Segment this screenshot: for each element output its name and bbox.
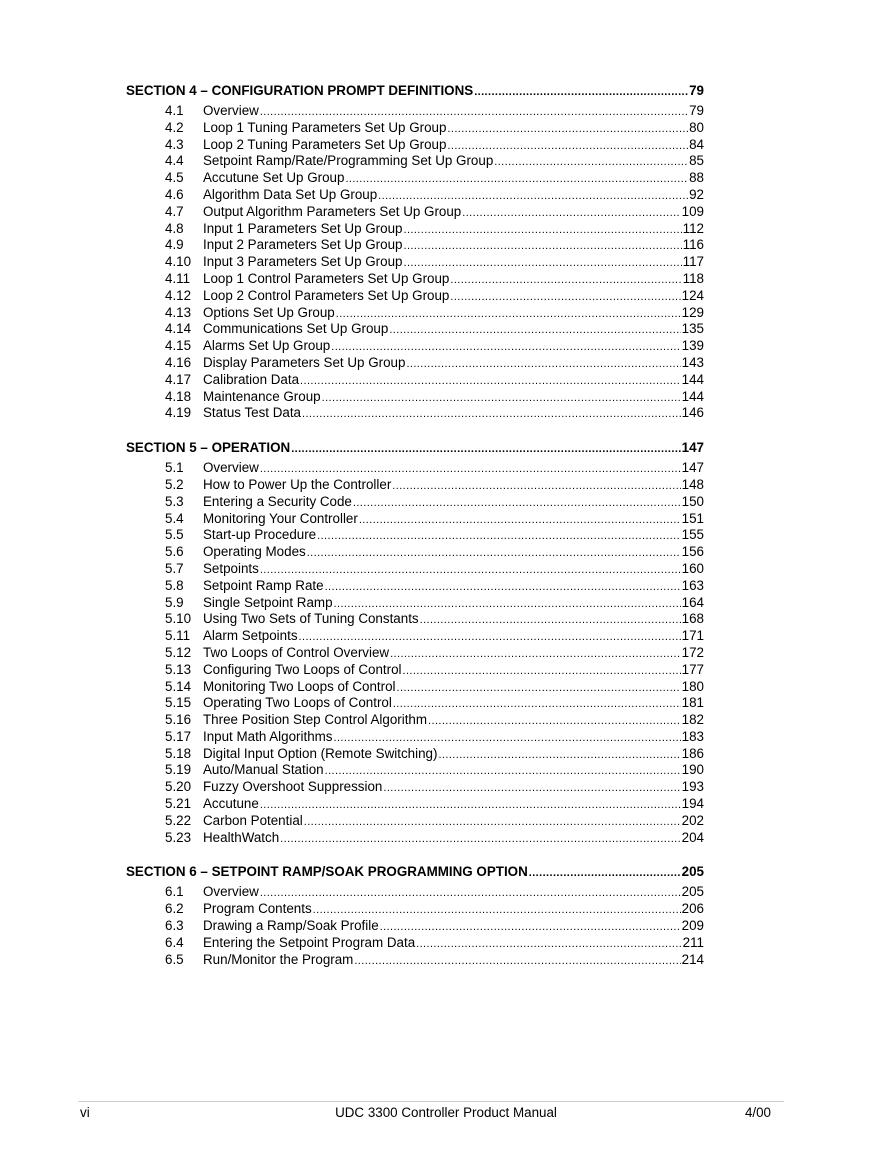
toc-entry[interactable] — [126, 103, 704, 120]
entry-number: 5.20 — [165, 779, 192, 795]
entry-number: 5.7 — [165, 560, 184, 576]
toc-section — [126, 81, 704, 422]
dot-leader — [393, 696, 681, 713]
dot-leader — [397, 680, 681, 697]
entry-page-number: 109 — [681, 203, 704, 219]
table-of-contents — [126, 81, 704, 984]
entry-page-number: 190 — [681, 762, 704, 778]
entry-number: 5.5 — [165, 527, 184, 543]
entry-number: 5.1 — [165, 460, 184, 476]
entry-title: Monitoring Two Loops of Control — [203, 678, 396, 694]
toc-entry[interactable] — [126, 137, 704, 154]
dot-leader — [450, 272, 681, 289]
entry-number: 4.19 — [165, 405, 192, 421]
toc-entry[interactable] — [126, 830, 704, 847]
dot-leader — [313, 902, 681, 919]
dot-leader — [331, 339, 680, 356]
entry-title: How to Power Up the Controller — [203, 476, 392, 492]
dot-leader — [416, 936, 682, 953]
entry-title: Operating Modes — [203, 544, 306, 560]
dot-leader — [450, 289, 680, 306]
entry-number: 5.12 — [165, 644, 192, 660]
dot-leader — [325, 763, 681, 780]
dot-leader — [406, 356, 680, 373]
entry-number: 5.2 — [165, 476, 184, 492]
toc-entry[interactable] — [126, 321, 704, 338]
entry-number: 6.5 — [165, 951, 184, 967]
footer-manual-title: UDC 3300 Controller Product Manual — [335, 1105, 557, 1120]
dot-leader — [494, 154, 688, 171]
dot-leader — [447, 121, 688, 138]
footer-date: 4/00 — [744, 1105, 771, 1120]
entry-title: Options Set Up Group — [203, 304, 335, 320]
dot-leader — [383, 780, 680, 797]
entry-page-number: 85 — [689, 153, 704, 169]
entry-title: Input 2 Parameters Set Up Group — [203, 237, 403, 253]
entry-number: 5.18 — [165, 745, 192, 761]
entry-title: Entering a Security Code — [203, 493, 352, 509]
entry-number: 5.10 — [165, 611, 192, 627]
toc-entry[interactable] — [126, 389, 704, 406]
dot-leader — [260, 797, 681, 814]
entry-page-number: 183 — [681, 728, 704, 744]
toc-entry[interactable] — [126, 729, 704, 746]
entry-title: Two Loops of Control Overview — [203, 644, 390, 660]
toc-entry[interactable] — [126, 884, 704, 901]
entry-page-number: 147 — [681, 460, 704, 476]
toc-entry[interactable] — [126, 679, 704, 696]
toc-entry[interactable] — [126, 355, 704, 372]
entry-title: Calibration Data — [203, 371, 300, 387]
toc-entry[interactable] — [126, 187, 704, 204]
entry-title: Setpoint Ramp/Rate/Programming Set Up Group — [203, 153, 494, 169]
toc-entry[interactable] — [126, 762, 704, 779]
toc-entry[interactable] — [126, 120, 704, 137]
entry-number: 4.4 — [165, 153, 184, 169]
dot-leader — [420, 612, 681, 629]
entry-title: Operating Two Loops of Control — [203, 695, 392, 711]
section-title: SECTION 4 – CONFIGURATION PROMPT DEFINITIONS — [126, 83, 474, 98]
entry-page-number: 143 — [681, 354, 704, 370]
entry-title: Output Algorithm Parameters Set Up Group — [203, 203, 462, 219]
dot-leader — [334, 596, 681, 613]
entry-page-number: 135 — [681, 321, 704, 337]
entry-number: 5.17 — [165, 728, 192, 744]
dot-leader — [260, 461, 681, 478]
dot-leader — [302, 406, 681, 423]
entry-page-number: 150 — [681, 493, 704, 509]
toc-entry[interactable] — [126, 494, 704, 511]
entry-number: 6.4 — [165, 934, 184, 950]
toc-entry[interactable] — [126, 544, 704, 561]
dot-leader — [474, 82, 688, 102]
toc-entry[interactable] — [126, 254, 704, 271]
entry-page-number: 156 — [681, 544, 704, 560]
entry-page-number: 118 — [682, 270, 704, 286]
toc-entry[interactable] — [126, 796, 704, 813]
dot-leader — [260, 885, 681, 902]
entry-page-number: 205 — [681, 884, 704, 900]
entry-number: 5.9 — [165, 594, 184, 610]
toc-entry[interactable] — [126, 477, 704, 494]
dot-leader — [462, 205, 680, 222]
toc-entry[interactable] — [126, 288, 704, 305]
entry-page-number: 211 — [682, 934, 704, 950]
dot-leader — [300, 373, 681, 390]
entry-number: 4.17 — [165, 371, 192, 387]
toc-entry[interactable] — [126, 695, 704, 712]
entry-number: 5.19 — [165, 762, 192, 778]
entry-page-number: 182 — [681, 712, 704, 728]
entry-page-number: 146 — [681, 405, 704, 421]
entry-title: Monitoring Your Controller — [203, 510, 358, 526]
entry-title: Digital Input Option (Remote Switching) — [203, 745, 438, 761]
dot-leader — [304, 814, 681, 831]
toc-entry[interactable] — [126, 662, 704, 679]
entry-title: Drawing a Ramp/Soak Profile — [203, 918, 379, 934]
entry-page-number: 84 — [689, 136, 704, 152]
entry-number: 5.23 — [165, 829, 192, 845]
dot-leader — [403, 238, 681, 255]
entry-page-number: 112 — [682, 220, 704, 236]
entry-title: Maintenance Group — [203, 388, 321, 404]
toc-entry[interactable] — [126, 170, 704, 187]
entry-title: Loop 1 Tuning Parameters Set Up Group — [203, 119, 447, 135]
entry-title: Setpoint Ramp Rate — [203, 577, 324, 593]
dot-leader — [260, 104, 688, 121]
toc-entry[interactable] — [126, 628, 704, 645]
entry-title: Algorithm Data Set Up Group — [203, 186, 378, 202]
dot-leader — [334, 730, 681, 747]
dot-leader — [438, 747, 680, 764]
toc-section — [126, 438, 704, 846]
entry-page-number: 117 — [682, 254, 704, 270]
toc-entry[interactable] — [126, 527, 704, 544]
dot-leader — [291, 439, 680, 459]
dot-leader — [325, 579, 681, 596]
dot-leader — [403, 222, 681, 239]
entry-number: 5.8 — [165, 577, 184, 593]
dot-leader — [345, 171, 688, 188]
toc-entry[interactable] — [126, 611, 704, 628]
dot-leader — [447, 138, 688, 155]
toc-entry[interactable] — [126, 901, 704, 918]
entry-title: Overview — [203, 103, 259, 118]
entry-title: Using Two Sets of Tuning Constants — [203, 611, 419, 627]
entry-page-number: 144 — [681, 388, 704, 404]
entry-number: 6.2 — [165, 901, 184, 917]
toc-entry[interactable] — [126, 746, 704, 763]
toc-entry[interactable] — [126, 305, 704, 322]
dot-leader — [353, 495, 681, 512]
entry-number: 4.13 — [165, 304, 192, 320]
section-page-number: 79 — [689, 83, 704, 98]
entry-page-number: 164 — [681, 594, 704, 610]
toc-entry[interactable] — [126, 405, 704, 422]
entry-title: Loop 2 Control Parameters Set Up Group — [203, 287, 450, 303]
entry-page-number: 177 — [681, 661, 704, 677]
toc-entry[interactable] — [126, 204, 704, 221]
entry-number: 4.18 — [165, 388, 192, 404]
entry-number: 5.6 — [165, 544, 184, 560]
dot-leader — [392, 478, 680, 495]
entry-title: Loop 1 Control Parameters Set Up Group — [203, 270, 450, 286]
entry-title: Input 1 Parameters Set Up Group — [203, 220, 403, 236]
entry-title: Accutune Set Up Group — [203, 170, 345, 186]
entry-number: 5.16 — [165, 712, 192, 728]
entry-title: Input Math Algorithms — [203, 728, 333, 744]
entry-number: 5.21 — [165, 796, 192, 812]
entry-title: Run/Monitor the Program — [203, 951, 354, 967]
entry-number: 5.15 — [165, 695, 192, 711]
dot-leader — [359, 512, 681, 529]
entry-number: 4.11 — [165, 270, 191, 286]
dot-leader — [336, 306, 681, 323]
dot-leader — [260, 562, 681, 579]
entry-number: 4.2 — [165, 119, 184, 135]
footer-divider — [78, 1101, 784, 1102]
entry-page-number: 204 — [681, 829, 704, 845]
entry-title: Auto/Manual Station — [203, 762, 324, 778]
entry-title: Fuzzy Overshoot Suppression — [203, 779, 383, 795]
entry-page-number: 155 — [681, 527, 704, 543]
entry-number: 6.1 — [165, 884, 184, 900]
section-title: SECTION 6 – SETPOINT RAMP/SOAK PROGRAMMING OPTION — [126, 864, 528, 880]
dot-leader — [317, 528, 681, 545]
entry-number: 4.8 — [165, 220, 184, 236]
toc-entry[interactable] — [126, 578, 704, 595]
toc-entry[interactable] — [126, 511, 704, 528]
entry-page-number: 202 — [681, 812, 704, 828]
section-heading[interactable] — [126, 438, 704, 458]
entry-page-number: 171 — [681, 628, 704, 644]
entry-title: Alarm Setpoints — [203, 628, 298, 644]
toc-entry[interactable] — [126, 372, 704, 389]
entry-number: 6.3 — [165, 918, 184, 934]
toc-entry[interactable] — [126, 460, 704, 477]
entry-page-number: 160 — [681, 560, 704, 576]
dot-leader — [529, 863, 681, 883]
entry-title: Accutune — [203, 796, 259, 812]
entry-number: 4.1 — [165, 103, 184, 118]
entry-page-number: 193 — [681, 779, 704, 795]
entry-page-number: 214 — [681, 951, 704, 967]
entry-title: Alarms Set Up Group — [203, 338, 331, 354]
entry-title: Input 3 Parameters Set Up Group — [203, 254, 403, 270]
toc-entry[interactable] — [126, 561, 704, 578]
dot-leader — [380, 919, 681, 936]
entry-page-number: 139 — [681, 338, 704, 354]
entry-number: 5.3 — [165, 493, 184, 509]
toc-entry[interactable] — [126, 237, 704, 254]
entry-title: Carbon Potential — [203, 812, 303, 828]
entry-number: 5.22 — [165, 812, 192, 828]
section-title: SECTION 5 – OPERATION — [126, 440, 291, 456]
entry-title: Overview — [203, 460, 259, 476]
entry-page-number: 92 — [689, 186, 704, 202]
entry-title: Entering the Setpoint Program Data — [203, 934, 416, 950]
entry-title: Start-up Procedure — [203, 527, 317, 543]
dot-leader — [390, 646, 681, 663]
entry-title: Display Parameters Set Up Group — [203, 354, 406, 370]
entry-number: 4.10 — [165, 254, 192, 270]
entry-number: 4.16 — [165, 354, 192, 370]
entry-page-number: 79 — [689, 103, 704, 118]
entry-title: Program Contents — [203, 901, 312, 917]
entry-title: Overview — [203, 884, 259, 900]
footer-page-number: vi — [80, 1105, 90, 1120]
toc-entry[interactable] — [126, 153, 704, 170]
toc-entry[interactable] — [126, 935, 704, 952]
toc-entry[interactable] — [126, 338, 704, 355]
entry-title: Communications Set Up Group — [203, 321, 389, 337]
section-heading[interactable] — [126, 862, 704, 882]
entry-page-number: 163 — [681, 577, 704, 593]
toc-entry[interactable] — [126, 645, 704, 662]
entry-page-number: 186 — [681, 745, 704, 761]
entry-page-number: 180 — [681, 678, 704, 694]
entry-page-number: 181 — [681, 695, 704, 711]
toc-entry[interactable] — [126, 221, 704, 238]
dot-leader — [280, 831, 680, 848]
entry-title: HealthWatch — [203, 829, 280, 845]
dot-leader — [322, 390, 681, 407]
dot-leader — [428, 713, 681, 730]
toc-entry[interactable] — [126, 595, 704, 612]
toc-entry[interactable] — [126, 712, 704, 729]
dot-leader — [378, 188, 688, 205]
toc-entry[interactable] — [126, 952, 704, 969]
dot-leader — [307, 545, 681, 562]
entry-page-number: 148 — [681, 476, 704, 492]
entry-page-number: 80 — [689, 119, 704, 135]
toc-entry[interactable] — [126, 779, 704, 796]
entry-number: 4.12 — [165, 287, 192, 303]
entry-title: Status Test Data — [203, 405, 302, 421]
dot-leader — [389, 322, 680, 339]
entry-number: 4.15 — [165, 338, 192, 354]
entry-number: 4.5 — [165, 170, 184, 186]
entry-page-number: 151 — [681, 510, 704, 526]
entry-number: 5.14 — [165, 678, 192, 694]
entry-number: 4.3 — [165, 136, 184, 152]
dot-leader — [403, 255, 681, 272]
entry-page-number: 172 — [681, 644, 704, 660]
entry-page-number: 168 — [681, 611, 704, 627]
section-heading[interactable] — [126, 81, 704, 101]
entry-title: Single Setpoint Ramp — [203, 594, 333, 610]
entry-page-number: 194 — [681, 796, 704, 812]
entry-number: 4.14 — [165, 321, 192, 337]
entry-page-number: 129 — [681, 304, 704, 320]
entry-page-number: 116 — [682, 237, 704, 253]
toc-entry[interactable] — [126, 813, 704, 830]
toc-entry[interactable] — [126, 918, 704, 935]
entry-title: Configuring Two Loops of Control — [203, 661, 402, 677]
section-page-number: 147 — [681, 440, 704, 456]
entry-page-number: 124 — [681, 287, 704, 303]
entry-number: 4.7 — [165, 203, 184, 219]
toc-entry[interactable] — [126, 271, 704, 288]
entry-number: 5.11 — [165, 628, 191, 644]
dot-leader — [403, 663, 681, 680]
entry-title: Loop 2 Tuning Parameters Set Up Group — [203, 136, 447, 152]
entry-title: Setpoints — [203, 560, 259, 576]
entry-number: 5.13 — [165, 661, 192, 677]
dot-leader — [299, 629, 681, 646]
entry-page-number: 209 — [681, 918, 704, 934]
entry-number: 4.9 — [165, 237, 184, 253]
entry-page-number: 88 — [689, 170, 704, 186]
entry-page-number: 206 — [681, 901, 704, 917]
toc-section — [126, 862, 704, 968]
section-page-number: 205 — [681, 864, 704, 880]
entry-number: 5.4 — [165, 510, 184, 526]
dot-leader — [354, 953, 680, 970]
entry-number: 4.6 — [165, 186, 184, 202]
entry-title: Three Position Step Control Algorithm — [203, 712, 428, 728]
entry-page-number: 144 — [681, 371, 704, 387]
